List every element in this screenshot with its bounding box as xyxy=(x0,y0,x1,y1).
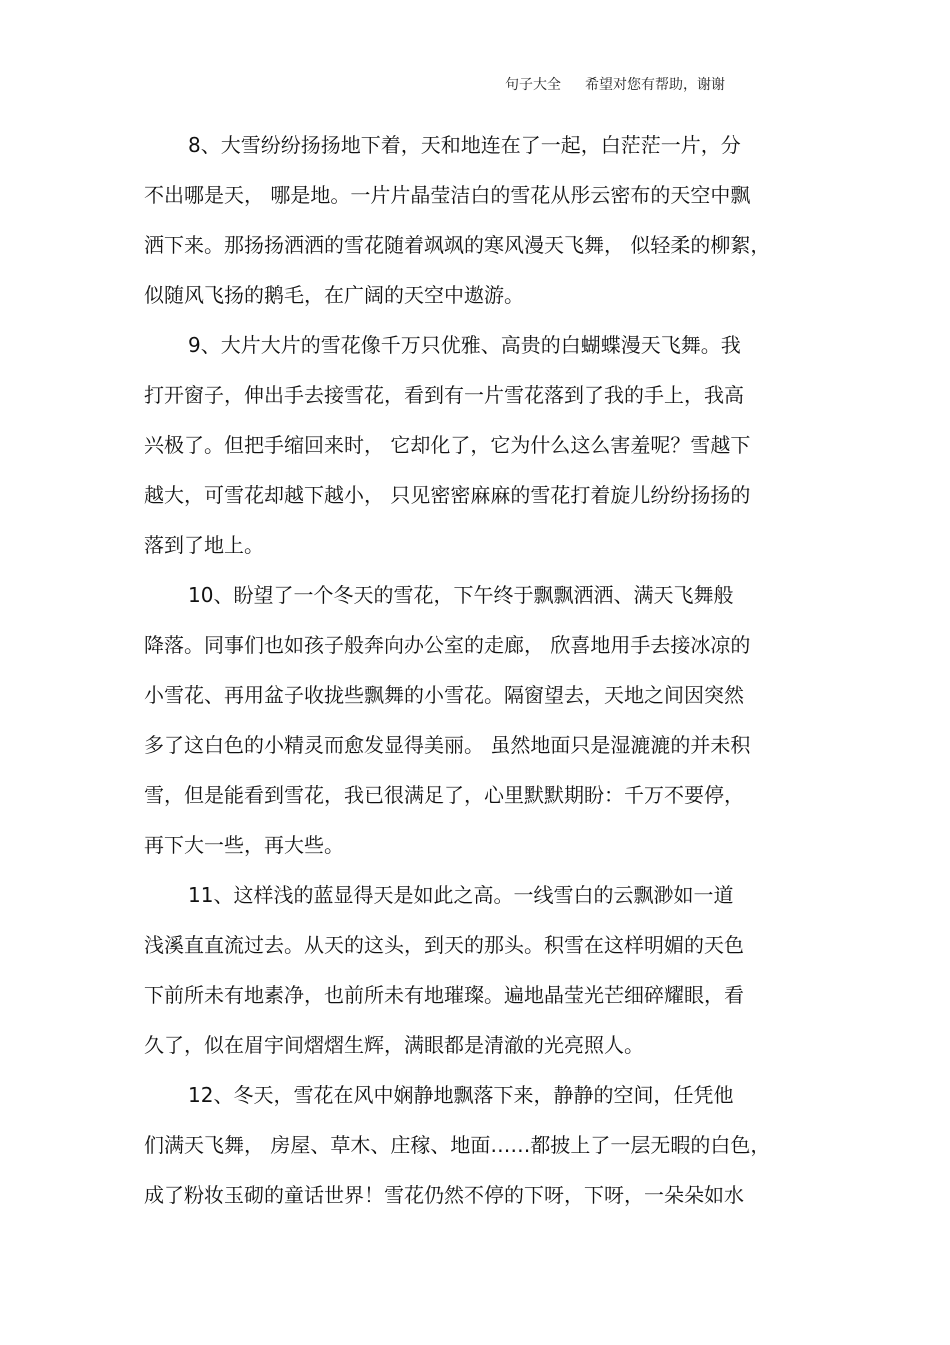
text-line: 多了这白色的小精灵而愈发显得美丽。 虽然地面只是湿漉漉的并未积 xyxy=(144,733,751,757)
text-line: 洒下来。那扬扬洒洒的雪花随着飒飒的寒风漫天飞舞， 似轻柔的柳絮， xyxy=(144,233,771,257)
document-body xyxy=(144,120,804,1220)
text-line: 下前所未有地素净，也前所未有地璀璨。遍地晶莹光芒细碎耀眼，看 xyxy=(144,983,744,1007)
paragraph-10 xyxy=(144,570,804,870)
header-right-text: 希望对您有帮助，谢谢 xyxy=(585,77,725,93)
text-line: 再下大一些，再大些。 xyxy=(144,833,344,857)
text-line: 们满天飞舞， 房屋、草木、庄稼、地面……都披上了一层无暇的白色， xyxy=(144,1133,771,1157)
page-header xyxy=(505,74,725,94)
text-line: 成了粉妆玉砌的童话世界！雪花仍然不停的下呀，下呀，一朵朵如水 xyxy=(144,1183,744,1207)
text-line: 越大，可雪花却越下越小， 只见密密麻麻的雪花打着旋儿纷纷扬扬的 xyxy=(144,483,751,507)
text-line: 久了，似在眉宇间熠熠生辉，满眼都是清澈的光亮照人。 xyxy=(144,1033,644,1057)
text-line: 兴极了。但把手缩回来时， 它却化了，它为什么这么害羞呢？雪越下 xyxy=(144,433,751,457)
paragraph-8 xyxy=(144,120,804,320)
text-line: 似随风飞扬的鹅毛，在广阔的天空中遨游。 xyxy=(144,283,524,307)
text-line: 落到了地上。 xyxy=(144,533,264,557)
text-line: 浅溪直直流过去。从天的这头，到天的那头。积雪在这样明媚的天色 xyxy=(144,933,744,957)
paragraph-11 xyxy=(144,870,804,1070)
header-left-text: 句子大全 xyxy=(505,77,561,93)
text-line: 打开窗子，伸出手去接雪花，看到有一片雪花落到了我的手上，我高 xyxy=(144,383,744,407)
paragraph-9 xyxy=(144,320,804,570)
paragraph-12 xyxy=(144,1070,804,1220)
text-line: 9、大片大片的雪花像千万只优雅、高贵的白蝴蝶漫天飞舞。我 xyxy=(188,333,741,357)
text-line: 不出哪是天， 哪是地。一片片晶莹洁白的雪花从彤云密布的天空中飘 xyxy=(144,183,751,207)
text-line: 8、大雪纷纷扬扬地下着，天和地连在了一起，白茫茫一片，分 xyxy=(188,133,741,157)
text-line: 12、冬天，雪花在风中娴静地飘落下来，静静的空间，任凭他 xyxy=(188,1083,734,1107)
text-line: 雪，但是能看到雪花，我已很满足了，心里默默期盼：千万不要停， xyxy=(144,783,744,807)
text-line: 降落。同事们也如孩子般奔向办公室的走廊， 欣喜地用手去接冰凉的 xyxy=(144,633,751,657)
text-line: 小雪花、再用盆子收拢些飘舞的小雪花。隔窗望去，天地之间因突然 xyxy=(144,683,744,707)
text-line: 11、这样浅的蓝显得天是如此之高。一线雪白的云飘渺如一道 xyxy=(188,883,734,907)
text-line: 10、盼望了一个冬天的雪花，下午终于飘飘洒洒、满天飞舞般 xyxy=(188,583,734,607)
